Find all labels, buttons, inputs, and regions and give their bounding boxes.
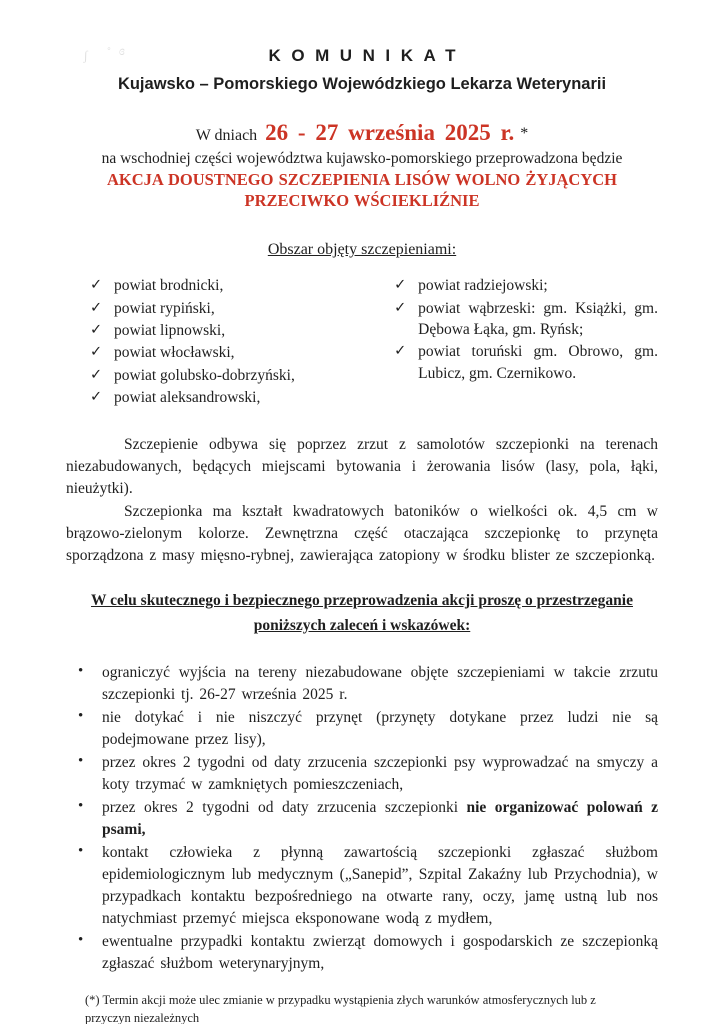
area-column-left [66, 275, 350, 409]
area-item-label: powiat włocławski, [114, 344, 235, 362]
area-list-item [90, 298, 350, 319]
date-prefix: W dniach [195, 127, 258, 144]
area-item-label: powiat rypiński, [114, 299, 215, 317]
bullet-icon: • [78, 707, 84, 724]
area-list-right [394, 275, 658, 384]
document-title: KOMUNIKAT [268, 46, 466, 65]
paragraph: Szczepionka ma kształt kwadratowych batoników o wielkości ok. 4,5 cm w brązowo-zielonym kolorze. Zewnętrzna część otaczająca szczepionkę to przynęta sporządzona z masy mięsno-rybnej, zawierająca zatopiony w środku blister ze szczepionką. [66, 502, 658, 565]
area-column-right [350, 275, 658, 409]
recommendation-text: kontakt człowieka z płynną zawartością szczepionki zgłaszać służbom epidemiologicznym lub medycznym („Sanepid”, Szpital Zakaźny lub Przychodnia), w przypadkach kontaktu bezpośredniego na otwarte rany, oczy, jamę ustną lub nos natychmiast przemyć miejsca eksponowane wodą z mydłem, [102, 843, 658, 927]
area-item-label: powiat aleksandrowski, [114, 389, 261, 407]
area-item-label: powiat radziejowski; [418, 277, 548, 295]
recommendation-text: przez okres 2 tygodni od daty zrzucenia szczepionki psy wyprowadzać na smyczy a koty trzymać w zamkniętych pomieszczeniach, [102, 753, 658, 793]
recommendations-heading-line2: poniższych zaleceń i wskazówek: [253, 616, 471, 634]
area-item-label: powiat wąbrzeski: gm. Książki, gm. Dębowa Łąka, gm. Ryńsk; [418, 299, 658, 339]
check-icon: ✓ [394, 299, 407, 316]
check-icon: ✓ [90, 277, 103, 294]
area-list-item [394, 341, 658, 384]
recommendation-item [68, 752, 658, 796]
recommendation-item [68, 797, 658, 841]
intro-line: na wschodniej części województwa kujawsko-pomorskiego przeprowadzona będzie [101, 150, 623, 167]
asterisk-marker: * [520, 125, 529, 142]
recommendation-text: ograniczyć wyjścia na tereny niezabudowane objęte szczepieniami w takcie zrzutu szczepionki tj. 26-27 września 2025 r. [102, 663, 658, 703]
area-list-item [90, 275, 350, 296]
recommendation-text: nie dotykać i nie niszczyć przynęt (przynęty dotykane przez ludzi nie są podejmowane przez lisy), [102, 708, 658, 748]
action-dates: 26 - 27 września 2025 r. [265, 120, 515, 145]
paragraph: Szczepienie odbywa się poprzez zrzut z samolotów szczepionki na terenach niezabudowanych, będących miejscami bytowania i żerowania lisów (lasy, pola, łąki, nieużytki). [66, 435, 658, 498]
recommendation-text: przez okres 2 tygodni od daty zrzucenia szczepionki nie organizować polowań z psami, [102, 798, 659, 838]
action-title-line2: PRZECIWKO WŚCIEKLIŹNIE [244, 191, 480, 211]
footnote: (*) Termin akcji może ulec zmianie w przypadku wystąpienia złych warunków atmosferycznych lub z przyczyn niezależnych [85, 992, 596, 1024]
area-item-label: powiat golubsko-dobrzyński, [114, 366, 295, 384]
check-icon: ✓ [90, 344, 103, 361]
area-list-item [90, 387, 350, 408]
check-icon: ✓ [394, 343, 407, 360]
area-item-label: powiat toruński gm. Obrowo, gm. Lubicz, gm. Czernikowo. [418, 343, 658, 382]
area-columns [66, 275, 658, 409]
check-icon: ✓ [90, 389, 103, 406]
recommendations-list [66, 662, 658, 975]
area-list-item [90, 342, 350, 363]
date-line [66, 120, 658, 146]
recommendation-item [68, 662, 658, 706]
recommendations-heading [66, 589, 658, 637]
area-list-item [394, 298, 658, 341]
check-icon: ✓ [394, 277, 407, 294]
document-subtitle: Kujawsko – Pomorskiego Wojewódzkiego Lekarza Weterynarii [117, 75, 607, 93]
bullet-icon: • [78, 842, 84, 859]
recommendation-text: ewentualne przypadki kontaktu zwierząt domowych i gospodarskich ze szczepionką zgłaszać służbom weterynaryjnym, [102, 932, 658, 972]
check-icon: ✓ [90, 366, 103, 383]
area-list-left [90, 275, 350, 408]
recommendations-heading-line1: W celu skutecznego i bezpiecznego przeprowadzenia akcji proszę o przestrzeganie [91, 592, 633, 610]
recommendation-item [68, 842, 658, 930]
recommendation-item [68, 707, 658, 751]
area-item-label: powiat brodnicki, [114, 277, 224, 295]
area-list-item [90, 320, 350, 341]
area-list-item [90, 365, 350, 386]
area-list-item [394, 275, 658, 296]
pencil-smudge: ʃ ˚ɞ [82, 41, 134, 64]
recommendation-text-bold: nie organizować polowań z psami, [102, 798, 659, 838]
recommendation-item [68, 931, 658, 975]
area-item-label: powiat lipnowski, [114, 322, 226, 340]
action-title-line1: AKCJA DOUSTNEGO SZCZEPIENIA LISÓW WOLNO ŻYJĄCYCH [106, 170, 618, 190]
area-heading: Obszar objęty szczepieniami: [267, 241, 457, 259]
bullet-icon: • [78, 662, 84, 679]
bullet-icon: • [78, 797, 84, 814]
bullet-icon: • [78, 931, 84, 948]
bullet-icon: • [78, 752, 84, 769]
body-paragraphs [66, 434, 658, 568]
check-icon: ✓ [90, 299, 103, 316]
check-icon: ✓ [90, 322, 103, 339]
